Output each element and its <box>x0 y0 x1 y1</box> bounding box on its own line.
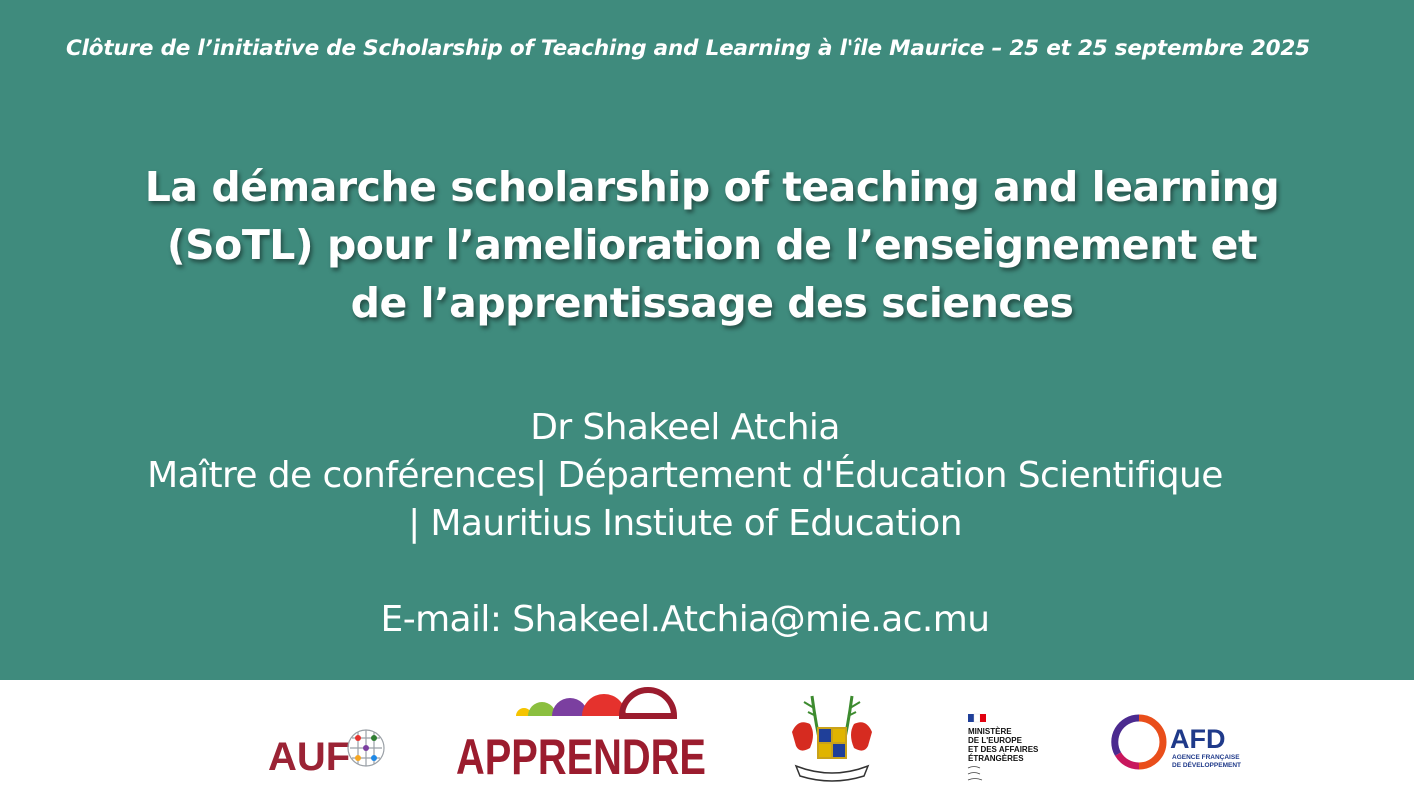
ministere-line-3: ET DES AFFAIRES <box>968 745 1039 754</box>
afd-ring-icon <box>1115 718 1163 766</box>
devise-signature-icon <box>968 767 982 781</box>
afd-sub-line-1: AGENCE FRANÇAISE <box>1172 754 1240 761</box>
presenter-role: Maître de conférences| Département d'Éducation Scientifique <box>147 455 1223 496</box>
ministere-logo <box>964 712 1064 786</box>
afd-logo <box>1112 712 1252 776</box>
auf-logo-text: AUF <box>268 735 351 779</box>
ministere-line-1: MINISTÈRE <box>968 727 1012 736</box>
presenter-institution: | Mauritius Instiute of Education <box>408 503 962 544</box>
afd-sub-line-2: DE DÉVELOPPEMENT <box>1172 762 1241 769</box>
title-line-3: de l’apprentissage des sciences <box>350 279 1074 327</box>
apprendre-logo <box>454 688 710 785</box>
title-line-1: La démarche scholarship of teaching and learning <box>144 163 1280 211</box>
auf-logo <box>268 714 394 778</box>
presenter-name: Dr Shakeel Atchia <box>530 407 840 448</box>
presenter-block <box>60 404 1310 548</box>
marianne-flag-icon <box>968 714 986 722</box>
event-subtitle: Clôture de l’initiative de Scholarship of Teaching and Learning à l'île Maurice – 25 et 25 septembre 2025 <box>66 36 1310 61</box>
apprendre-logo-text: APPRENDRE <box>456 729 706 785</box>
apprendre-arcs-icon <box>516 690 674 716</box>
presenter-email: E-mail: Shakeel.Atchia@mie.ac.mu <box>380 599 990 640</box>
ministere-line-2: DE L'EUROPE <box>968 736 1022 745</box>
title-line-2: (SoTL) pour l’amelioration de l’enseignement et <box>166 221 1258 269</box>
slide-title <box>60 158 1364 332</box>
ministere-line-4: ÉTRANGÈRES <box>968 754 1024 763</box>
afd-logo-text: AFD <box>1170 724 1226 754</box>
mauritius-coat-of-arms-icon <box>782 692 882 784</box>
